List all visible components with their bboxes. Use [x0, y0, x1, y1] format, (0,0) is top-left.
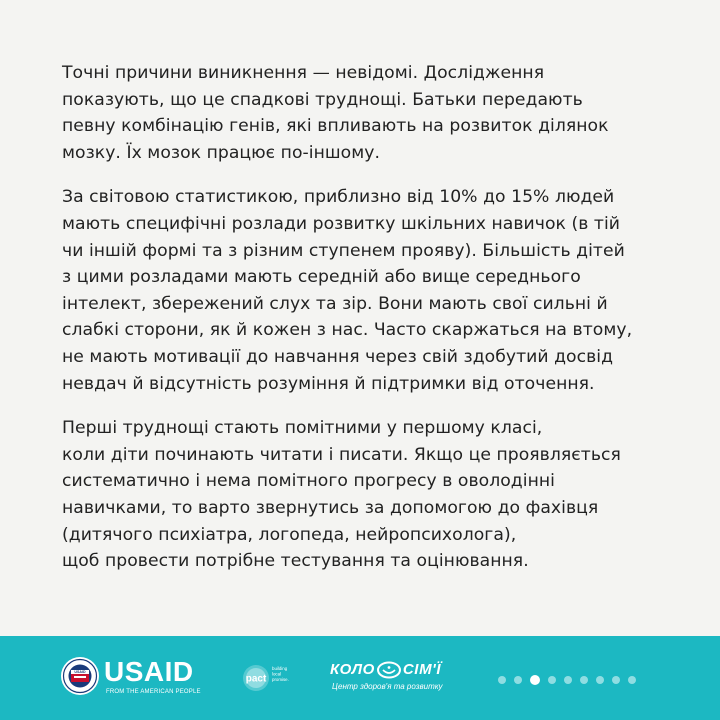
pagination-dot[interactable] [564, 676, 572, 684]
kolo-subtitle: Центр здоров'я та розвитку [332, 682, 443, 691]
text-line: (дитячого психіатра, логопеда, нейропсихолога), [62, 524, 517, 545]
text-line: інтелект, збережений слух та зір. Вони мають свої сильні й [62, 293, 608, 314]
pact-tagline-line: promise. [272, 677, 289, 682]
text-line: щоб провести потрібне тестування та оцінювання. [62, 551, 529, 572]
paragraph-2 [62, 184, 662, 397]
text-line: мають специфічні розлади розвитку шкільних навичок (в тій [62, 213, 621, 234]
text-line: навичками, то варто звернутись за допомогою до фахівця [62, 497, 599, 518]
footer-bar [0, 636, 720, 720]
text-line: з цими розладами мають середній або вище середнього [62, 267, 581, 288]
text-line: показують, що це спадкові труднощі. Батьки передають [62, 89, 583, 110]
usaid-seal-text: USAID [74, 670, 86, 675]
text-line: слабкі сторони, як й кожен з нас. Часто скаржаться на втому, [62, 320, 633, 341]
pagination-dot[interactable] [548, 676, 556, 684]
text-line: Точні причини виникнення — невідомі. Дослідження [62, 63, 545, 83]
article-text [62, 60, 662, 593]
text-line: невдач й відсутність розуміння й підтримки від оточення. [62, 373, 595, 394]
pact-logo [242, 660, 302, 696]
text-line: За світовою статистикою, приблизно від 10% до 15% людей [62, 187, 615, 208]
paragraph-1 [62, 60, 662, 166]
kolo-title-right: СІМ'Ї [402, 661, 442, 678]
text-line: Перші труднощі стають помітними у першому класі, [62, 418, 543, 439]
kolo-title-left: КОЛО [330, 661, 375, 678]
text-line: мозку. Їх мозок працює по-іншому. [62, 142, 380, 163]
pagination-dot[interactable] [596, 676, 604, 684]
text-line: коли діти починають читати і писати. Якщо це проявляється [62, 444, 621, 465]
pagination-dot[interactable] [514, 676, 522, 684]
pact-tagline-line: local [272, 671, 282, 677]
pagination-dot[interactable] [612, 676, 620, 684]
kolo-ring-icon [376, 661, 402, 679]
carousel-pagination [498, 674, 644, 686]
usaid-tagline: FROM THE AMERICAN PEOPLE [106, 689, 201, 695]
pagination-dot[interactable] [580, 676, 588, 684]
pact-tagline-line: building [272, 666, 288, 671]
pact-wordmark: pact [245, 673, 267, 685]
usaid-wordmark: USAID [104, 656, 194, 687]
usaid-logo [60, 656, 210, 700]
text-line: систематично і нема помітного прогресу в оволодінні [62, 471, 555, 492]
kolo-title [330, 660, 441, 680]
kolo-simi-logo [330, 660, 470, 700]
paragraph-3 [62, 415, 662, 575]
usaid-seal-icon [60, 656, 100, 696]
text-line: чи іншій формі та з різним ступенем прояву). Більшість дітей [62, 240, 625, 261]
pagination-dot[interactable] [498, 676, 506, 684]
pagination-dot[interactable] [628, 676, 636, 684]
pagination-dot-active[interactable] [530, 675, 540, 685]
text-line: певну комбінацію генів, які впливають на розвиток ділянок [62, 116, 609, 137]
text-line: не мають мотивації до навчання через свій здобутий досвід [62, 346, 614, 367]
